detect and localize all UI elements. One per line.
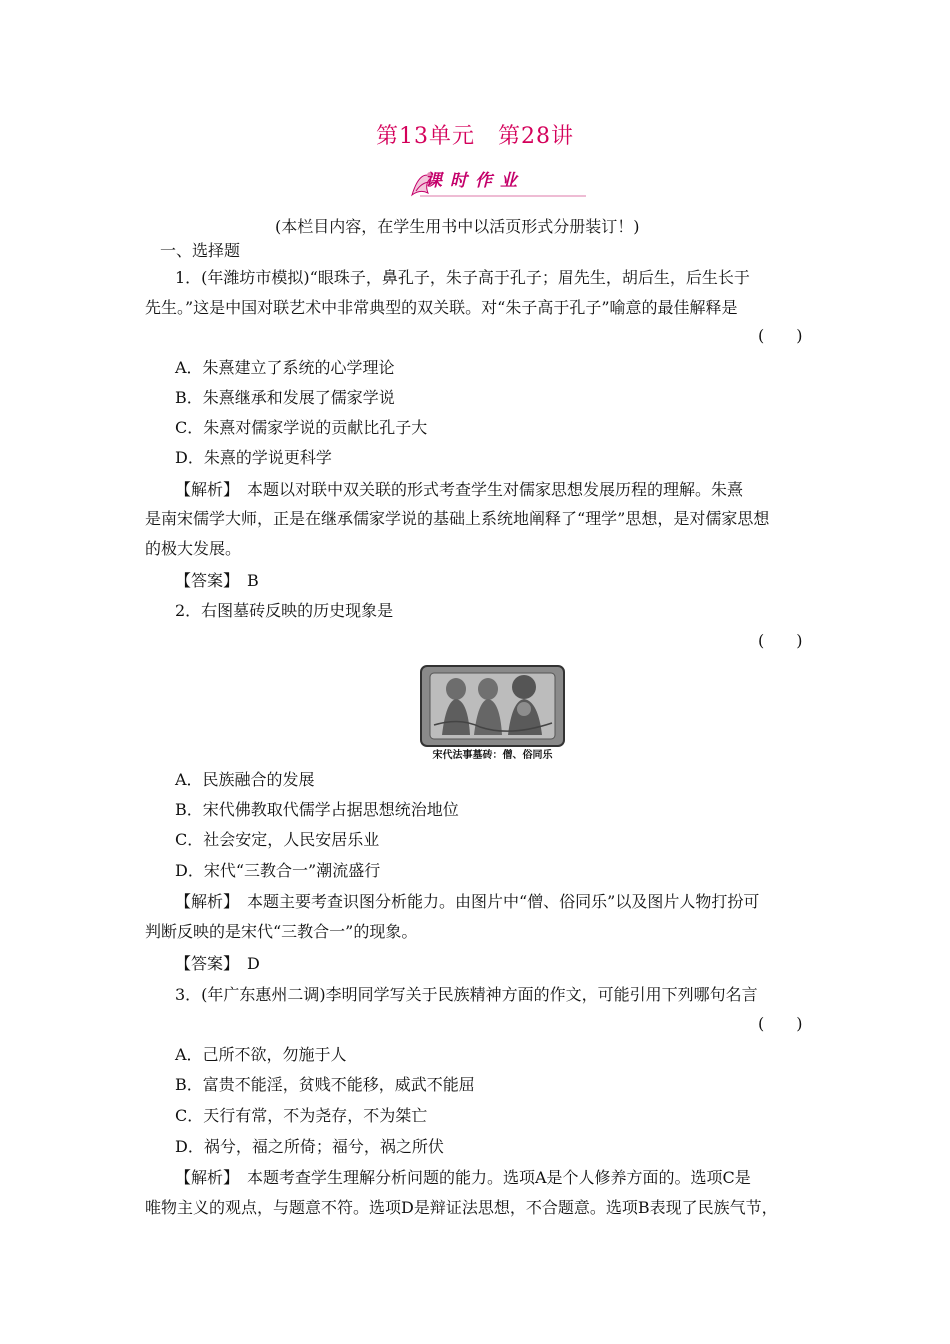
q3-option-a: A．己所不欲，勿施于人 — [175, 1045, 347, 1064]
q3-option-b: B．富贵不能淫，贫贱不能移，威武不能屈 — [175, 1075, 475, 1094]
q2-option-c: C．社会安定，人民安居乐业 — [175, 830, 380, 849]
q1-option-c: C．朱熹对儒家学说的贡献比孔子大 — [175, 418, 428, 437]
q1-option-d: D．朱熹的学说更科学 — [175, 448, 332, 467]
q3-stem: 3．(年广东惠州二调)李明同学写关于民族精神方面的作文，可能引用下列哪句名言 — [175, 985, 758, 1004]
q3-analysis-line2: 唯物主义的观点，与题意不符。选项D是辩证法思想，不合题意。选项B表现了民族气节， — [145, 1198, 778, 1217]
q2-option-a: A．民族融合的发展 — [175, 770, 315, 789]
page-title: 第13单元 第28讲 — [376, 124, 574, 149]
q1-analysis-line1: 【解析】 本题以对联中双关联的形式考查学生对儒家思想发展历程的理解。朱熹 — [175, 480, 744, 499]
q1-stem-line1: 1．(年潍坊市模拟)“眼珠子，鼻孔子，朱子高于孔子；眉先生，胡后生，后生长于 — [175, 268, 750, 287]
tomb-brick-figure — [420, 665, 565, 763]
q2-option-d: D．宋代“三教合一”潮流盛行 — [175, 861, 381, 880]
q2-answer-blank: ( ) — [758, 631, 803, 650]
q3-option-d: D．祸兮，福之所倚；福兮，祸之所伏 — [175, 1137, 444, 1156]
q2-stem: 2．右图墓砖反映的历史现象是 — [175, 601, 394, 620]
q3-analysis-line1: 【解析】 本题考查学生理解分析问题的能力。选项A是个人修养方面的。选项C是 — [175, 1168, 751, 1187]
section-heading: 一、选择题 — [160, 241, 241, 260]
q1-option-b: B．朱熹继承和发展了儒家学说 — [175, 388, 395, 407]
binding-note: (本栏目内容，在学生用书中以活页形式分册装订！) — [275, 217, 640, 236]
q1-answer-blank: ( ) — [758, 326, 803, 345]
q3-option-c: C．天行有常，不为尧存，不为桀亡 — [175, 1106, 428, 1125]
q2-analysis-line2: 判断反映的是宋代“三教合一”的现象。 — [145, 922, 418, 941]
figure-caption: 宋代法事墓砖：僧、俗同乐 — [432, 750, 553, 761]
q3-answer-blank: ( ) — [758, 1014, 803, 1033]
q1-answer: 【答案】 B — [175, 571, 259, 590]
q2-option-b: B．宋代佛教取代儒学占据思想统治地位 — [175, 800, 459, 819]
q2-answer: 【答案】 D — [175, 954, 260, 973]
q1-option-a: A．朱熹建立了系统的心学理论 — [175, 358, 395, 377]
q1-analysis-line3: 的极大发展。 — [145, 539, 242, 558]
tomb-brick-image — [420, 665, 565, 747]
banner-label: 课时作业 — [425, 171, 525, 191]
q2-analysis-line1: 【解析】 本题主要考查识图分析能力。由图片中“僧、俗同乐”以及图片人物打扮可 — [175, 892, 760, 911]
q1-analysis-line2: 是南宋儒学大师，正是在继承儒家学说的基础上系统地阐释了“理学”思想，是对儒家思想 — [145, 509, 770, 528]
q1-stem-line2: 先生。”这是中国对联艺术中非常典型的双关联。对“朱子高于孔子”喻意的最佳解释是 — [145, 298, 738, 317]
